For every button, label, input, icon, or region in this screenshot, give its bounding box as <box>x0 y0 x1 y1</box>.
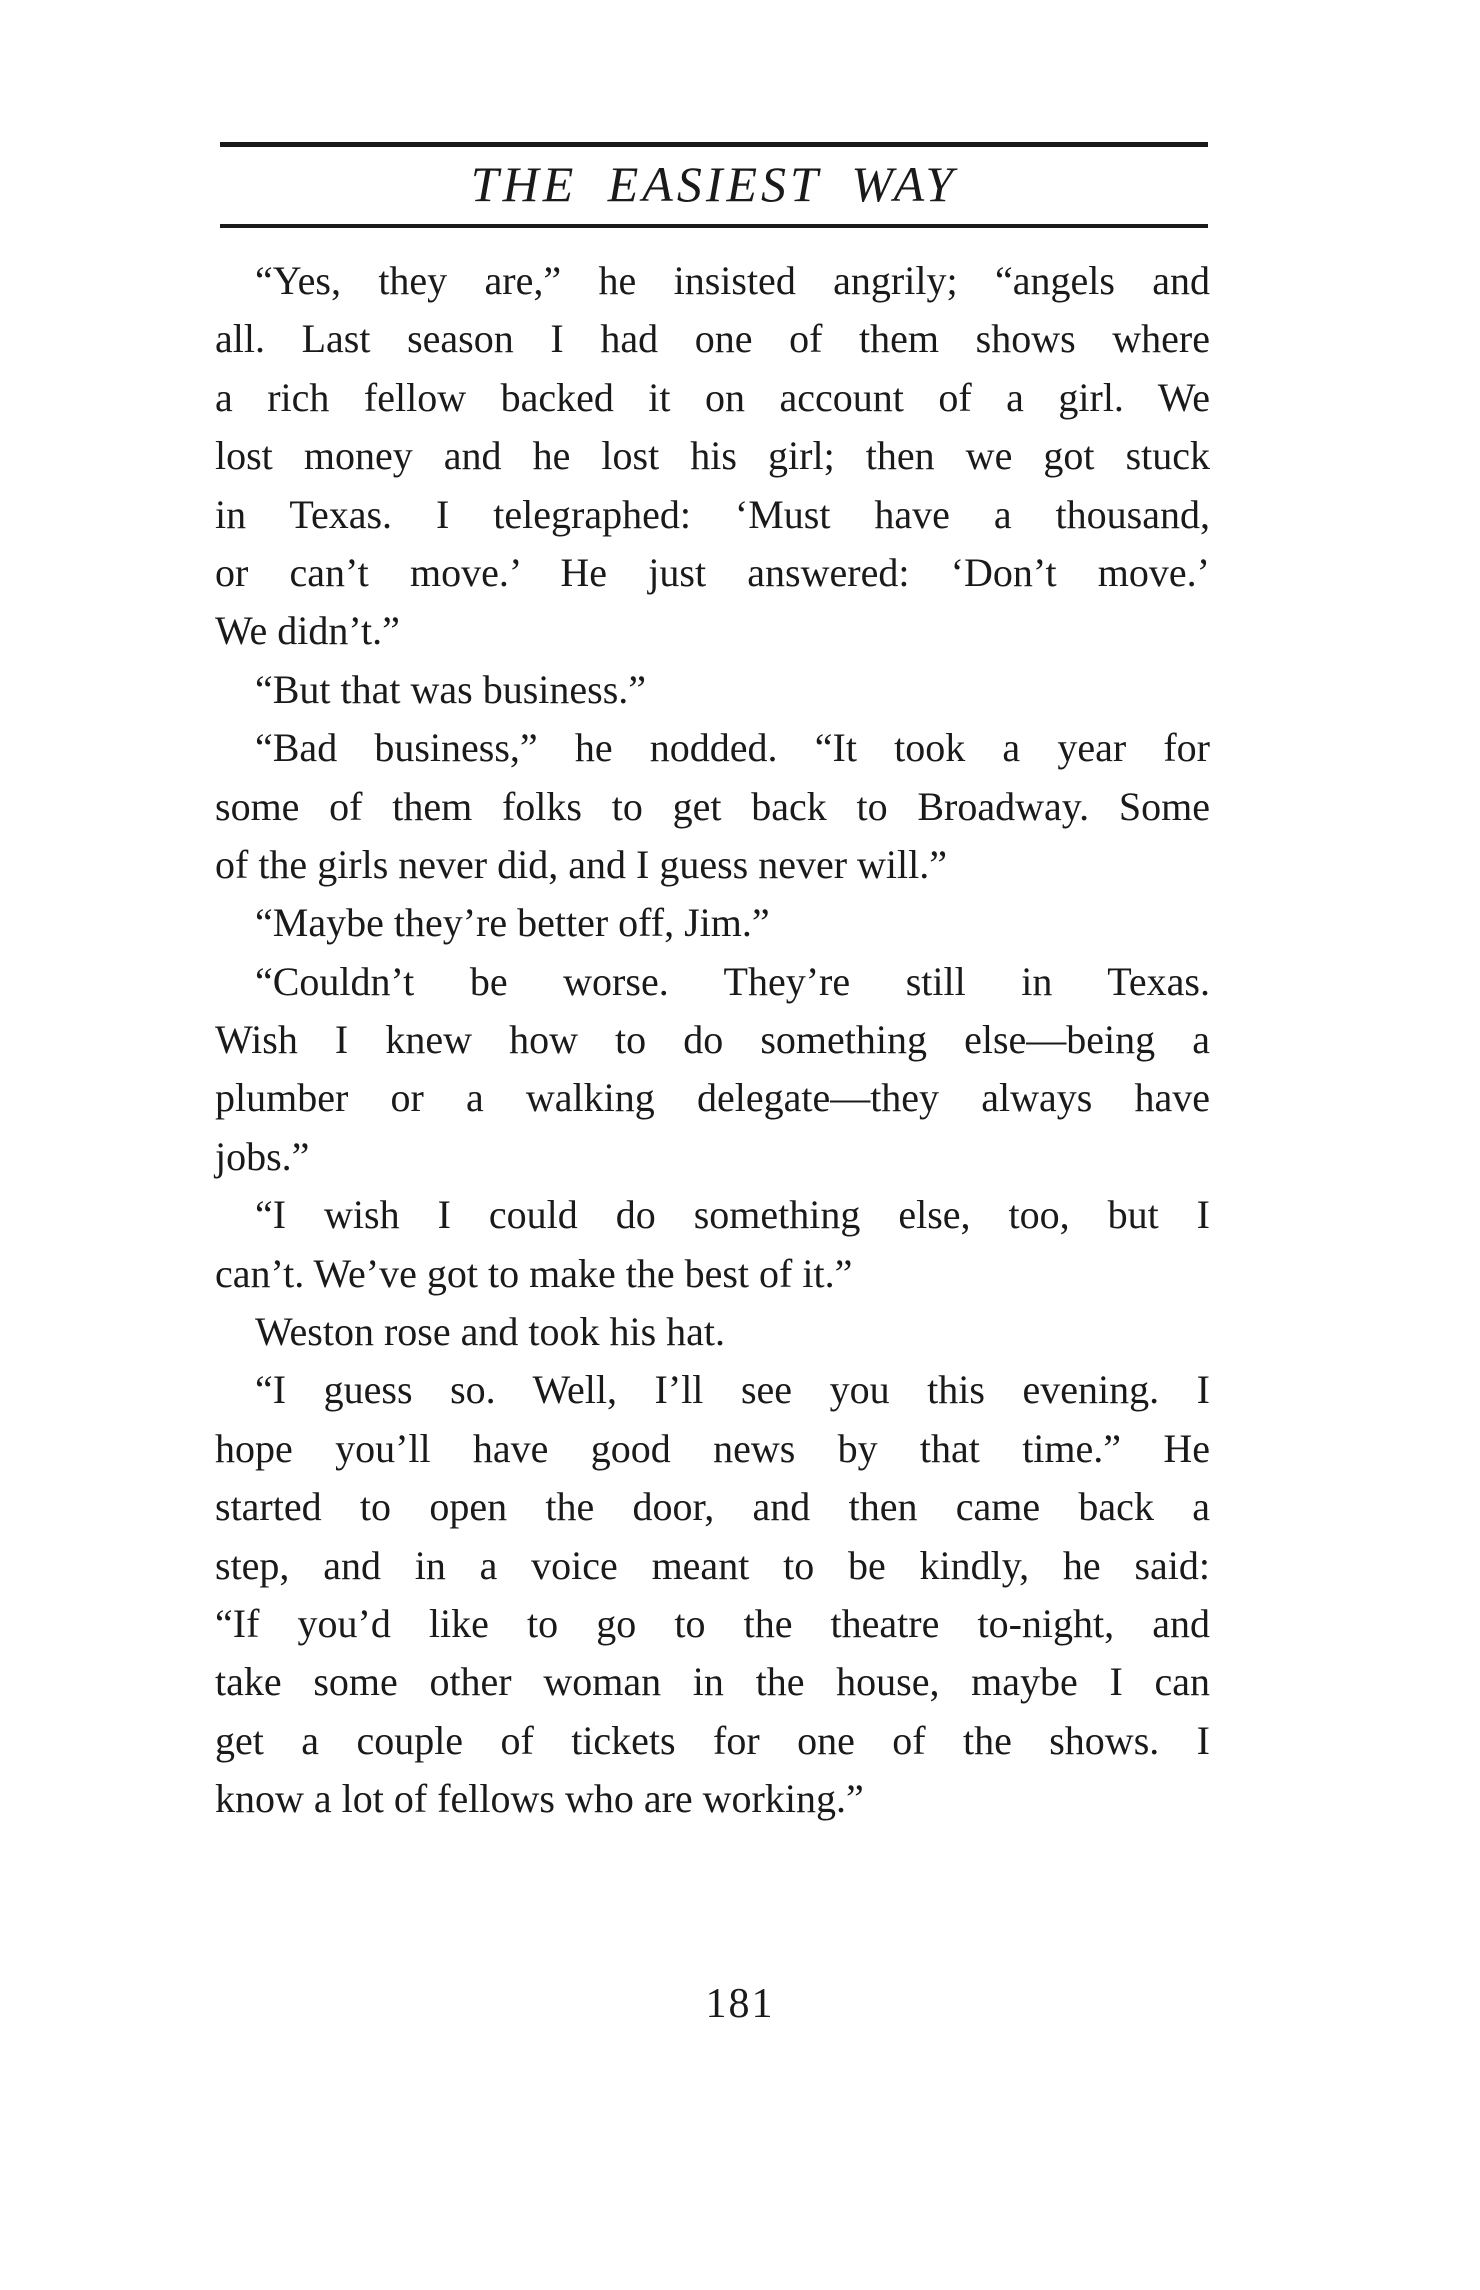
text-line: a rich fellow backed it on account of a girl. We <box>215 374 1210 420</box>
text-line: know a lot of fellows who are working.” <box>215 1776 864 1822</box>
text-line: Wish I knew how to do something else—being a <box>215 1017 1210 1063</box>
text-line: take some other woman in the house, maybe I can <box>215 1659 1210 1705</box>
text-line: some of them folks to get back to Broadway. Some <box>215 783 1210 829</box>
text-line: “Bad business,” he nodded. “It took a year for <box>255 725 1210 771</box>
text-line: started to open the door, and then came back a <box>215 1484 1210 1530</box>
text-line: plumber or a walking delegate—they always have <box>215 1075 1210 1121</box>
text-line: hope you’ll have good news by that time.” He <box>215 1425 1210 1471</box>
text-line: or can’t move.’ He just answered: ‘Don’t move.’ <box>215 549 1210 595</box>
text-line: lost money and he lost his girl; then we got stuck <box>215 433 1210 479</box>
text-line: can’t. We’ve got to make the best of it.” <box>215 1250 853 1296</box>
text-line: get a couple of tickets for one of the shows. I <box>215 1717 1210 1763</box>
text-line: Weston rose and took his hat. <box>255 1309 726 1355</box>
text-line: step, and in a voice meant to be kindly, he said: <box>215 1542 1210 1588</box>
text-line: We didn’t.” <box>215 608 400 654</box>
running-head: THE EASIEST WAY <box>470 156 958 212</box>
text-line: jobs.” <box>215 1133 310 1179</box>
text-line: in Texas. I telegraphed: ‘Must have a thousand, <box>215 491 1210 537</box>
page-number: 181 <box>705 1981 775 2027</box>
body-text <box>215 252 1210 1829</box>
header-rule-bottom <box>220 224 1208 228</box>
text-line: “I guess so. Well, I’ll see you this evening. I <box>255 1367 1210 1413</box>
text-line: “Maybe they’re better off, Jim.” <box>255 900 770 946</box>
text-line: “I wish I could do something else, too, but I <box>255 1192 1210 1238</box>
header-rule-top <box>220 142 1208 147</box>
text-line: all. Last season I had one of them shows where <box>215 316 1210 362</box>
text-line: “Yes, they are,” he insisted angrily; “angels and <box>255 258 1210 303</box>
text-line: “Couldn’t be worse. They’re still in Texas. <box>255 958 1210 1004</box>
text-line: “If you’d like to go to the theatre to-night, and <box>215 1600 1210 1646</box>
text-line: of the girls never did, and I guess never will.” <box>215 841 948 887</box>
text-line: “But that was business.” <box>255 666 647 712</box>
